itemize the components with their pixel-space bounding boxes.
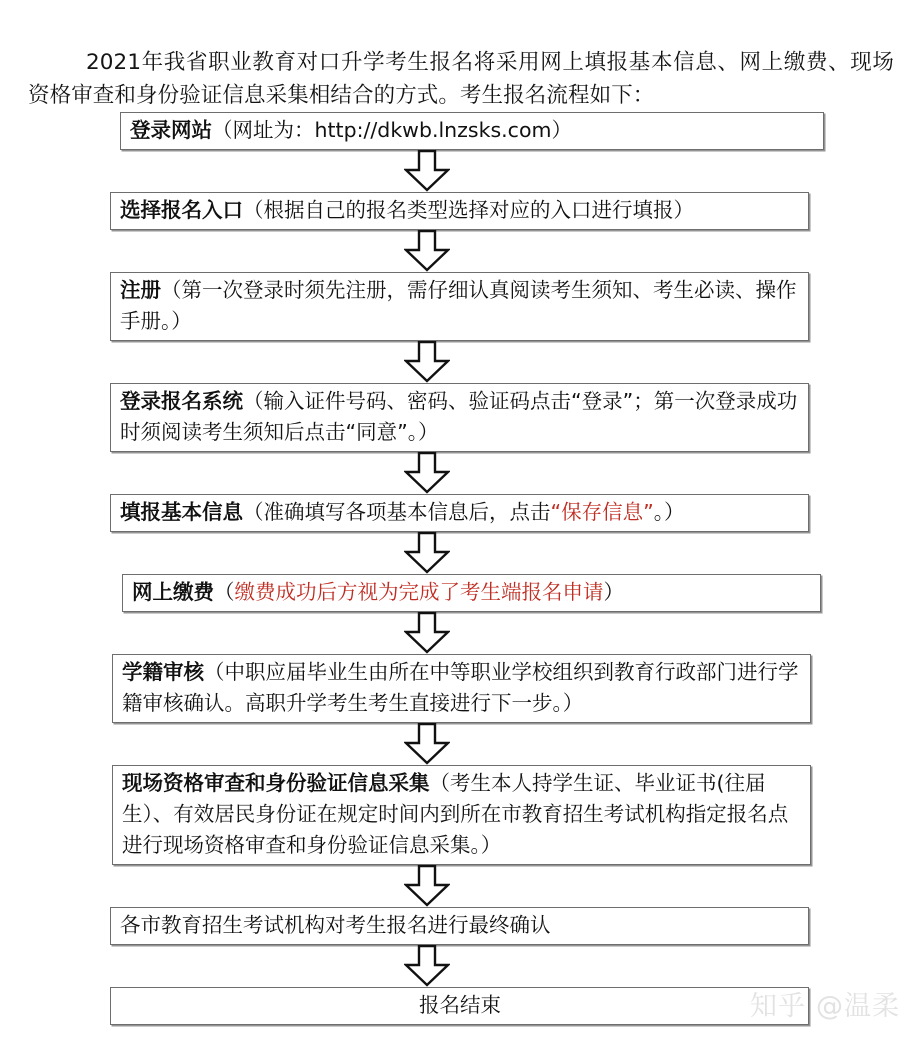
step-lead: 登录报名系统 <box>120 389 243 413</box>
flow-row <box>0 654 922 723</box>
step-detail-post: ） <box>603 580 624 604</box>
step-lead: 选择报名入口 <box>120 198 243 222</box>
flow-row <box>0 383 922 452</box>
step-lead: 登录网站 <box>130 118 212 142</box>
step-1-login-site[interactable] <box>120 112 824 150</box>
down-arrow-icon <box>404 723 450 765</box>
intro-paragraph <box>28 46 894 112</box>
step-detail: 报名结束 <box>419 993 501 1017</box>
flow-connector-9 <box>0 945 922 987</box>
flow-connector-8 <box>0 865 922 907</box>
watermark-handle: @温柔 <box>816 991 900 1022</box>
down-arrow-icon <box>404 230 450 272</box>
step-detail: （输入证件号码、密码、验证码点击“登录”；第一次登录成功时须阅读考生须知后点击“同意”。） <box>120 389 798 444</box>
flow-connector-7 <box>0 723 922 765</box>
step-6-online-payment[interactable] <box>122 574 821 612</box>
flow-row <box>0 494 922 532</box>
watermark <box>750 990 900 1024</box>
flow-row <box>0 272 922 341</box>
step-lead: 注册 <box>120 278 161 302</box>
flow-row <box>0 574 922 612</box>
step-detail: 各市教育招生考试机构对考生报名进行最终确认 <box>120 913 551 937</box>
step-8-onsite-verification[interactable] <box>112 765 811 865</box>
flow-connector-3 <box>0 341 922 383</box>
step-9-final-confirmation[interactable] <box>110 907 809 945</box>
flow-connector-4 <box>0 452 922 494</box>
down-arrow-icon <box>404 532 450 574</box>
step-5-fill-basic-info[interactable] <box>110 494 809 532</box>
flow-connector-1 <box>0 150 922 192</box>
step-lead: 现场资格审查和身份验证信息采集 <box>122 771 430 795</box>
flow-connector-2 <box>0 230 922 272</box>
flow-row <box>0 907 922 945</box>
down-arrow-icon <box>404 865 450 907</box>
flow-row <box>0 765 922 865</box>
step-detail-post: 。） <box>653 500 685 524</box>
intro-text: 2021年我省职业教育对口升学考生报名将采用网上填报基本信息、网上缴费、现场资格审查和身份验证信息采集相结合的方式。考生报名流程如下： <box>28 49 894 108</box>
down-arrow-icon <box>404 945 450 987</box>
down-arrow-icon <box>404 452 450 494</box>
step-detail: （根据自己的报名类型选择对应的入口进行填报） <box>243 198 694 222</box>
flow-connector-5 <box>0 532 922 574</box>
registration-flowchart <box>0 112 922 1025</box>
flow-connector-6 <box>0 612 922 654</box>
step-detail-highlight: 缴费成功后方视为完成了考生端报名申请 <box>234 580 604 604</box>
step-detail: （网址为：http://dkwb.lnzsks.com） <box>212 118 572 142</box>
step-lead: 学籍审核 <box>122 660 204 684</box>
flow-row <box>0 112 922 150</box>
down-arrow-icon <box>404 341 450 383</box>
watermark-platform: 知乎 <box>750 991 806 1022</box>
step-detail-highlight: “保存信息” <box>550 500 654 524</box>
step-detail: （考生本人持学生证、毕业证书(往届生）、有效居民身份证在规定时间内到所在市教育招生考试机构指定报名点进行现场资格审查和身份验证信息采集。） <box>122 771 789 857</box>
step-10-registration-end[interactable] <box>110 987 809 1025</box>
flow-row <box>0 192 922 230</box>
down-arrow-icon <box>404 150 450 192</box>
step-3-register[interactable] <box>110 272 809 341</box>
step-detail: （中职应届毕业生由所在中等职业学校组织到教育行政部门进行学籍审核确认。高职升学考生考生直接进行下一步。） <box>122 660 799 715</box>
step-detail: （第一次登录时须先注册，需仔细认真阅读考生须知、考生必读、操作手册。） <box>120 278 797 333</box>
step-4-login-system[interactable] <box>110 383 809 452</box>
step-lead: 填报基本信息 <box>120 500 243 524</box>
step-7-status-review[interactable] <box>112 654 811 723</box>
step-lead: 网上缴费 <box>132 580 214 604</box>
step-detail-pre: （准确填写各项基本信息后，点击 <box>243 500 551 524</box>
step-detail-pre: （ <box>214 580 235 604</box>
down-arrow-icon <box>404 612 450 654</box>
step-2-select-entry[interactable] <box>110 192 809 230</box>
